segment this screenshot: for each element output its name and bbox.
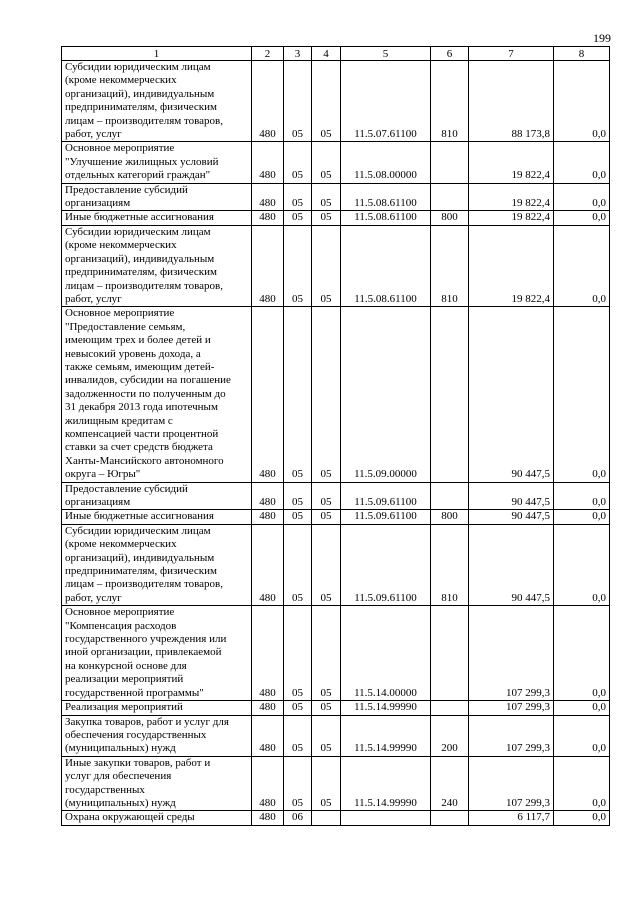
table-row: [62, 701, 610, 715]
amount-2-cell: 0,0: [554, 482, 610, 510]
column-header: 8: [554, 47, 610, 61]
amount-cell: 6 117,7: [469, 811, 554, 825]
table-row: [62, 606, 610, 701]
target-article-cell: 11.5.09.00000: [341, 307, 431, 482]
admin-code-cell: 480: [252, 225, 284, 306]
page-number: 199: [593, 31, 611, 45]
amount-2-cell: 0,0: [554, 811, 610, 825]
subsection-cell: 05: [312, 211, 341, 225]
admin-code-cell: 480: [252, 510, 284, 524]
section-cell: 05: [284, 225, 312, 306]
target-article-cell: 11.5.14.99990: [341, 715, 431, 756]
amount-cell: 19 822,4: [469, 142, 554, 183]
subsection-cell: 05: [312, 61, 341, 142]
section-cell: 05: [284, 510, 312, 524]
subsection-cell: 05: [312, 715, 341, 756]
section-cell: 05: [284, 61, 312, 142]
subsection-cell: 05: [312, 142, 341, 183]
header-row: [62, 47, 610, 61]
expense-type-cell: 200: [431, 715, 469, 756]
column-header: 4: [312, 47, 341, 61]
row-name-cell: Иные закупки товаров, работ и услуг для обеспечения государственных (муниципальных) нужд: [62, 756, 252, 811]
amount-cell: 90 447,5: [469, 307, 554, 482]
subsection-cell: 05: [312, 606, 341, 701]
column-header: 5: [341, 47, 431, 61]
row-name-cell: Охрана окружающей среды: [62, 811, 252, 825]
section-cell: 05: [284, 756, 312, 811]
amount-cell: 107 299,3: [469, 715, 554, 756]
subsection-cell: 05: [312, 701, 341, 715]
expense-type-cell: [431, 482, 469, 510]
section-cell: 05: [284, 524, 312, 605]
expense-type-cell: 240: [431, 756, 469, 811]
section-cell: 05: [284, 715, 312, 756]
target-article-cell: [341, 811, 431, 825]
row-name-cell: Закупка товаров, работ и услуг для обеспечения государственных (муниципальных) нужд: [62, 715, 252, 756]
expense-type-cell: [431, 811, 469, 825]
amount-cell: 19 822,4: [469, 225, 554, 306]
admin-code-cell: 480: [252, 183, 284, 211]
subsection-cell: 05: [312, 183, 341, 211]
admin-code-cell: 480: [252, 142, 284, 183]
subsection-cell: 05: [312, 756, 341, 811]
table-row: [62, 715, 610, 756]
table-row: [62, 756, 610, 811]
expense-type-cell: [431, 142, 469, 183]
section-cell: 05: [284, 142, 312, 183]
table-row: [62, 183, 610, 211]
amount-cell: 107 299,3: [469, 756, 554, 811]
expense-type-cell: [431, 606, 469, 701]
table-row: [62, 142, 610, 183]
target-article-cell: 11.5.08.61100: [341, 211, 431, 225]
target-article-cell: 11.5.07.61100: [341, 61, 431, 142]
column-header: 1: [62, 47, 252, 61]
admin-code-cell: 480: [252, 61, 284, 142]
amount-cell: 107 299,3: [469, 701, 554, 715]
amount-2-cell: 0,0: [554, 225, 610, 306]
expense-type-cell: 800: [431, 510, 469, 524]
row-name-cell: Субсидии юридическим лицам (кроме некоммерческих организаций), индивидуальным предпринимателям, физическим лицам – производителям товаров, работ, услуг: [62, 524, 252, 605]
admin-code-cell: 480: [252, 756, 284, 811]
row-name-cell: Основное мероприятие "Компенсация расходов государственного учреждения или иной организации, привлекаемой на конкурсной основе для реализации мероприятий государственной программы": [62, 606, 252, 701]
section-cell: 05: [284, 183, 312, 211]
row-name-cell: Предоставление субсидий организациям: [62, 183, 252, 211]
target-article-cell: 11.5.14.00000: [341, 606, 431, 701]
table-row: [62, 61, 610, 142]
amount-cell: 107 299,3: [469, 606, 554, 701]
row-name-cell: Основное мероприятие "Предоставление семьям, имеющим трех и более детей и невысокий уровень дохода, а также семьям, имеющим детей- инвалидов, субсидии на погашение задолженности по полученным до 31 декабря 2013 года ипотечным жилищным кредитам с компенсацией части процентной ставки за счет средств бюджета Ханты-Мансийского автономного округа – Югры": [62, 307, 252, 482]
expense-type-cell: 810: [431, 225, 469, 306]
table-row: [62, 482, 610, 510]
amount-2-cell: 0,0: [554, 606, 610, 701]
amount-cell: 90 447,5: [469, 510, 554, 524]
row-name-cell: Основное мероприятие "Улучшение жилищных условий отдельных категорий граждан": [62, 142, 252, 183]
admin-code-cell: 480: [252, 524, 284, 605]
amount-2-cell: 0,0: [554, 183, 610, 211]
amount-cell: 19 822,4: [469, 183, 554, 211]
amount-2-cell: 0,0: [554, 510, 610, 524]
amount-2-cell: 0,0: [554, 756, 610, 811]
section-cell: 05: [284, 482, 312, 510]
admin-code-cell: 480: [252, 211, 284, 225]
section-cell: 05: [284, 701, 312, 715]
expense-type-cell: [431, 701, 469, 715]
column-header: 2: [252, 47, 284, 61]
amount-cell: 90 447,5: [469, 482, 554, 510]
row-name-cell: Иные бюджетные ассигнования: [62, 211, 252, 225]
admin-code-cell: 480: [252, 307, 284, 482]
target-article-cell: 11.5.14.99990: [341, 756, 431, 811]
section-cell: 05: [284, 606, 312, 701]
subsection-cell: 05: [312, 482, 341, 510]
amount-2-cell: 0,0: [554, 701, 610, 715]
subsection-cell: 05: [312, 225, 341, 306]
expense-type-cell: 810: [431, 524, 469, 605]
column-header: 7: [469, 47, 554, 61]
amount-cell: 90 447,5: [469, 524, 554, 605]
table-row: [62, 524, 610, 605]
table-row: [62, 307, 610, 482]
expense-type-cell: 810: [431, 61, 469, 142]
table-body: [62, 61, 610, 826]
amount-2-cell: 0,0: [554, 211, 610, 225]
section-cell: 05: [284, 307, 312, 482]
row-name-cell: Иные бюджетные ассигнования: [62, 510, 252, 524]
section-cell: 05: [284, 211, 312, 225]
subsection-cell: 05: [312, 307, 341, 482]
table-row: [62, 811, 610, 825]
target-article-cell: 11.5.09.61100: [341, 510, 431, 524]
amount-2-cell: 0,0: [554, 61, 610, 142]
amount-cell: 88 173,8: [469, 61, 554, 142]
admin-code-cell: 480: [252, 606, 284, 701]
table-row: [62, 510, 610, 524]
target-article-cell: 11.5.08.61100: [341, 183, 431, 211]
target-article-cell: 11.5.09.61100: [341, 482, 431, 510]
target-article-cell: 11.5.08.61100: [341, 225, 431, 306]
subsection-cell: 05: [312, 524, 341, 605]
amount-cell: 19 822,4: [469, 211, 554, 225]
column-header: 6: [431, 47, 469, 61]
table-row: [62, 225, 610, 306]
table-row: [62, 211, 610, 225]
expense-type-cell: 800: [431, 211, 469, 225]
row-name-cell: Субсидии юридическим лицам (кроме некоммерческих организаций), индивидуальным предпринимателям, физическим лицам – производителям товаров, работ, услуг: [62, 61, 252, 142]
column-header: 3: [284, 47, 312, 61]
section-cell: 06: [284, 811, 312, 825]
admin-code-cell: 480: [252, 482, 284, 510]
target-article-cell: 11.5.09.61100: [341, 524, 431, 605]
subsection-cell: [312, 811, 341, 825]
target-article-cell: 11.5.14.99990: [341, 701, 431, 715]
amount-2-cell: 0,0: [554, 307, 610, 482]
row-name-cell: Предоставление субсидий организациям: [62, 482, 252, 510]
admin-code-cell: 480: [252, 715, 284, 756]
subsection-cell: 05: [312, 510, 341, 524]
amount-2-cell: 0,0: [554, 715, 610, 756]
amount-2-cell: 0,0: [554, 524, 610, 605]
budget-table: [61, 46, 610, 826]
expense-type-cell: [431, 307, 469, 482]
expense-type-cell: [431, 183, 469, 211]
admin-code-cell: 480: [252, 701, 284, 715]
admin-code-cell: 480: [252, 811, 284, 825]
target-article-cell: 11.5.08.00000: [341, 142, 431, 183]
amount-2-cell: 0,0: [554, 142, 610, 183]
row-name-cell: Реализация мероприятий: [62, 701, 252, 715]
row-name-cell: Субсидии юридическим лицам (кроме некоммерческих организаций), индивидуальным предпринимателям, физическим лицам – производителям товаров, работ, услуг: [62, 225, 252, 306]
